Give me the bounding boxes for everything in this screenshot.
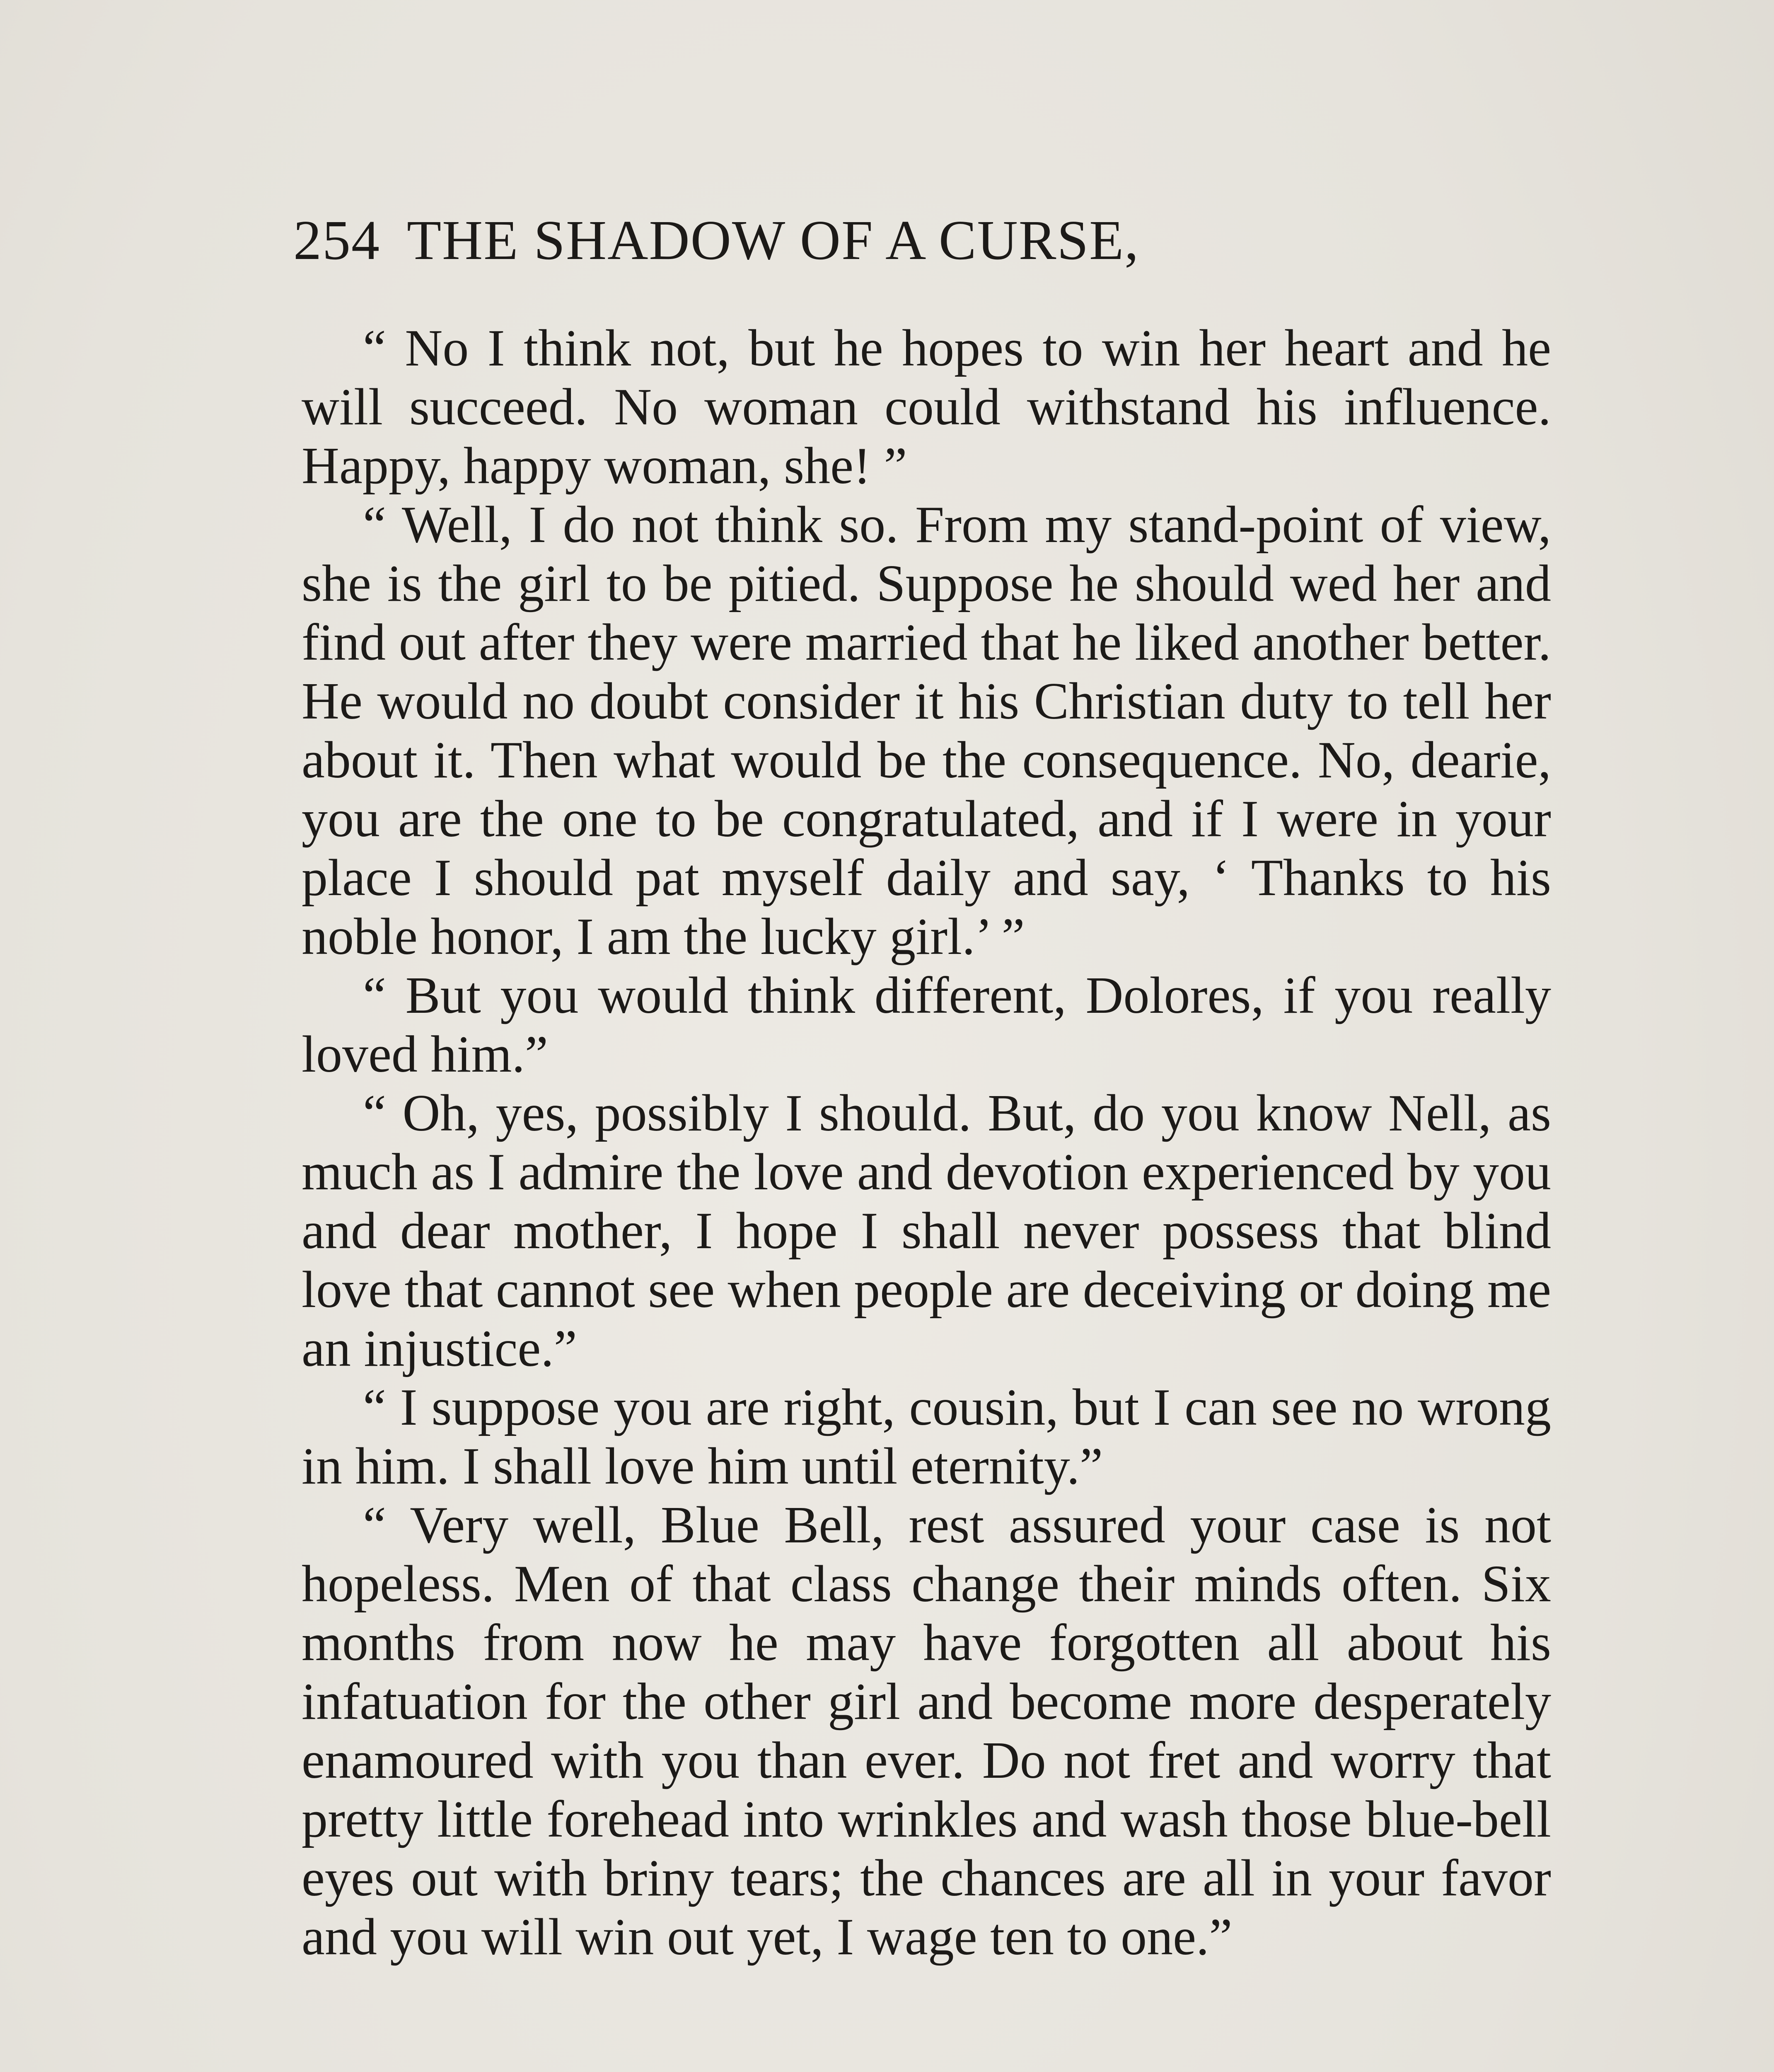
- paragraph: “ I suppose you are right, cousin, but I can see no wrong in him. I shall love him until eternity.”: [302, 1379, 1551, 1495]
- page-number: 254: [293, 209, 380, 271]
- paragraph: “ Oh, yes, possibly I should. But, do you know Nell, as much as I admire the love and devotion experienced by you and dear mother, I hope I shall never possess that blind love that cannot see when people are deceiving or doing me an injustice.”: [302, 1084, 1551, 1377]
- paragraph: “ No I think not, but he hopes to win her heart and he will succeed. No woman could withstand his influence. Happy, happy woman, she! ”: [302, 320, 1551, 495]
- running-head: [293, 199, 1557, 282]
- running-title: THE SHADOW OF A CURSE,: [407, 209, 1140, 271]
- paragraph: “ But you would think different, Dolores, if you really loved him.”: [302, 967, 1551, 1083]
- paragraph: “ Very well, Blue Bell, rest assured your case is not hopeless. Men of that class change their minds often. Six months from now he may have forgotten all about his infatuation for the other girl and become more desperately enamoured with you than ever. Do not fret and worry that pretty little forehead into wrinkles and wash those blue-bell eyes out with briny tears; the chances are all in your favor and you will win out yet, I wage ten to one.”: [302, 1496, 1551, 1966]
- body-text: [302, 319, 1551, 1967]
- paragraph: “ Well, I do not think so. From my stand-point of view, she is the girl to be pitied. Suppose he should wed her and find out after they were married that he liked another better. He would no doubt consider it his Christian duty to tell her about it. Then what would be the consequence. No, dearie, you are the one to be congratulated, and if I were in your place I should pat myself daily and say, ‘ Thanks to his noble honor, I am the lucky girl.’ ”: [302, 496, 1551, 966]
